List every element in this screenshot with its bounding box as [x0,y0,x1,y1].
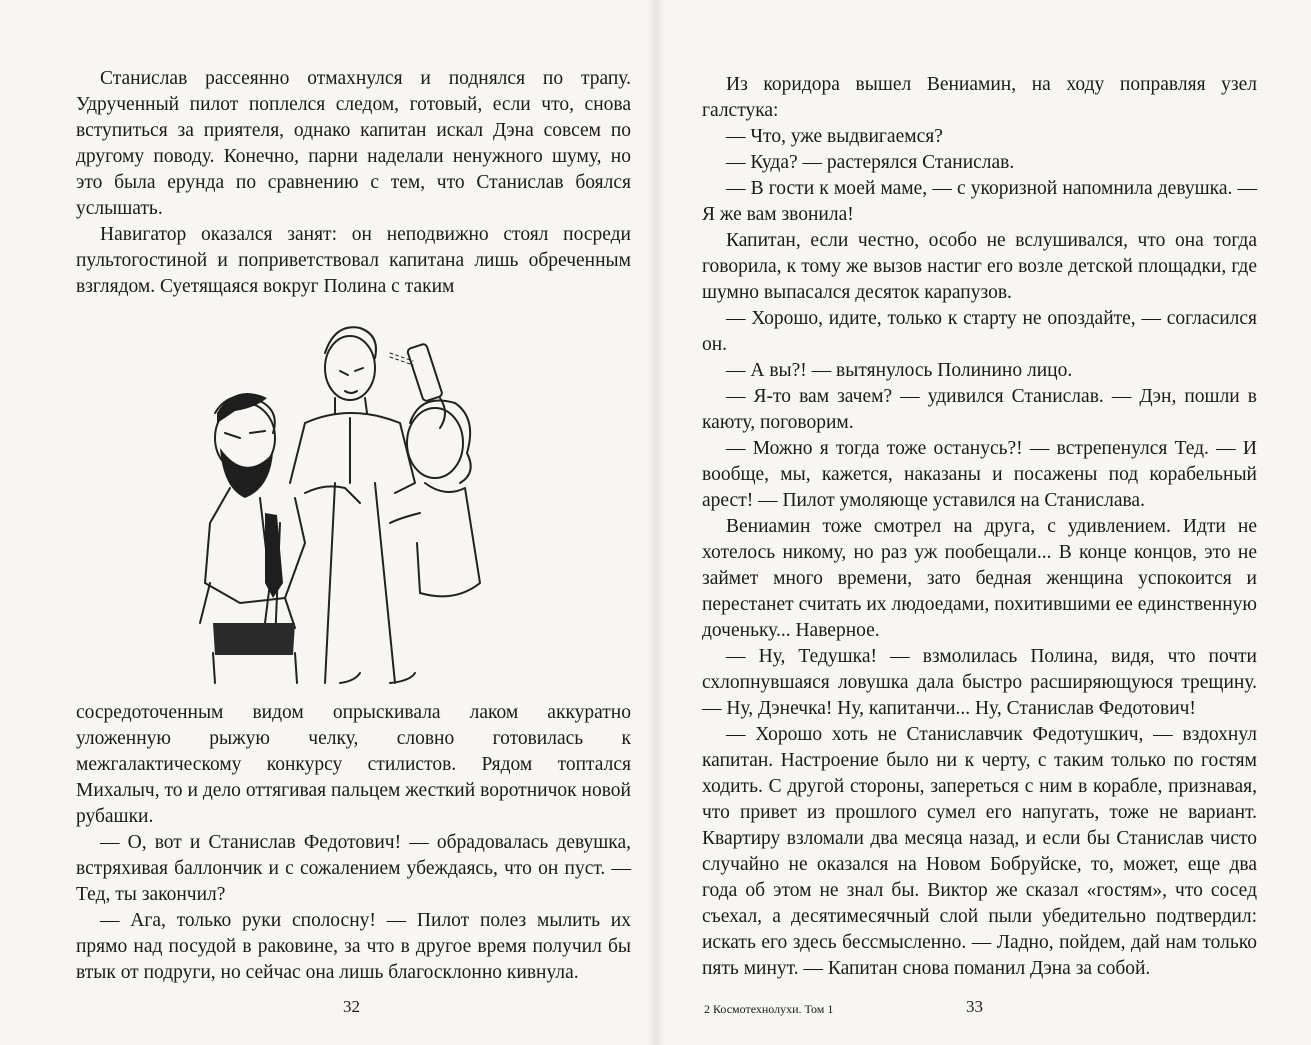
paragraph: — Я-то вам зачем? — удивился Станислав. — Дэн, пошли в каюту, поговорим. [702,386,1257,433]
book-signature: 2 Космотехнолухи. Том 1 [704,1002,834,1016]
paragraph: — Можно я тогда тоже останусь?! — встрепенулся Тед. — И вообще, мы, кажется, наказаны и посажены под корабельный арест! — Пилот умоляюще уставился на Станислава. [702,438,1257,511]
paragraph: сосредоточенным видом опрыскивала лаком аккуратно уложенную рыжую челку, словно готовилась к межгалактическому конкурсу стилистов. Рядом топтался Михалыч, то и дело оттягивая пальцем жесткий воротничок новой рубашки. [76,702,631,827]
left-page [0,0,655,1045]
ink-sketch-characters-icon [185,283,485,688]
paragraph: — Куда? — растерялся Станислав. [726,152,1015,173]
left-bottom-text [76,700,631,986]
page-number-left: 32 [343,997,360,1016]
paragraph: Навигатор оказался занят: он неподвижно стоял посреди пультогостиной и поприветствовал капитана лишь обреченным взглядом. Суетящаяся вокруг Полина с таким [76,224,631,297]
paragraph: — А вы?! — вытянулось Полинино лицо. [726,360,1073,381]
paragraph: — Хорошо, идите, только к старту не опоздайте, — согласился он. [702,308,1257,355]
paragraph: — Хорошо хоть не Станиславчик Федотушкич, — вздохнул капитан. Настроение было ни к черту, с таким только по гостям ходить. С другой стороны, запереться с ним в корабле, признавая, что привет из прошлого сумел его напугать, тоже не вариант. Квартиру взломали два месяца назад, и если бы Станислав чисто случайно не оказался на Новом Бобруйске, то, может, еще два года об этом не знал бы. Виктор же сказал «гостям», что сосед съехал, а десятимесячный слой пыли убедительно подтвердил: искать его здесь бессмысленно. — Ладно, пойдем, дай нам только пять минут. — Капитан снова поманил Дэна за собой. [702,724,1257,979]
left-top-text [76,66,631,300]
paragraph: Из коридора вышел Вениамин, на ходу поправляя узел галстука: [702,74,1257,121]
right-text [702,72,1257,982]
paragraph: — Ну, Тедушка! — взмолилась Полина, видя, что почти схлопнувшаяся ловушка дала быстро расширяющуюся трещину. — Ну, Дэнечка! Ну, капитанчи... Ну, Станислав Федотович! [702,646,1257,719]
page-number-right: 33 [966,997,983,1016]
paragraph: — О, вот и Станислав Федотович! — обрадовалась девушка, встряхивая баллончик и с сожалением убеждаясь, что он пуст. — Тед, ты закончил? [76,832,631,905]
right-page [656,0,1311,1045]
paragraph: — В гости к моей маме, — с укоризной напомнила девушка. — Я же вам звонила! [702,178,1257,225]
paragraph: Станислав рассеянно отмахнулся и поднялся по трапу. Удрученный пилот поплелся следом, готовый, если что, снова вступиться за приятеля, однако капитан искал Дэна совсем по другому поводу. Конечно, парни наделали ненужного шуму, но это была ерунда по сравнению с тем, что Станислав боялся услышать. [76,68,631,219]
paragraph: — Ага, только руки сполосну! — Пилот полез мылить их прямо над посудой в раковине, за что в другое время получил бы втык от подруги, но сейчас она лишь благосклонно кивнула. [76,910,631,983]
paragraph: Вениамин тоже смотрел на друга, с удивлением. Идти не хотелось никому, но раз уж пообещали... В конце концов, это не займет много времени, зато бедная женщина успокоится и перестанет считать их людоедами, похитившими ее единственную доченьку... Наверное. [702,516,1257,641]
paragraph: Капитан, если честно, особо не вслушивался, что она тогда говорила, к тому же вызов настиг его возле детской площадки, где шумно выпасался десяток карапузов. [702,230,1257,303]
paragraph: — Что, уже выдвигаемся? [726,126,943,147]
